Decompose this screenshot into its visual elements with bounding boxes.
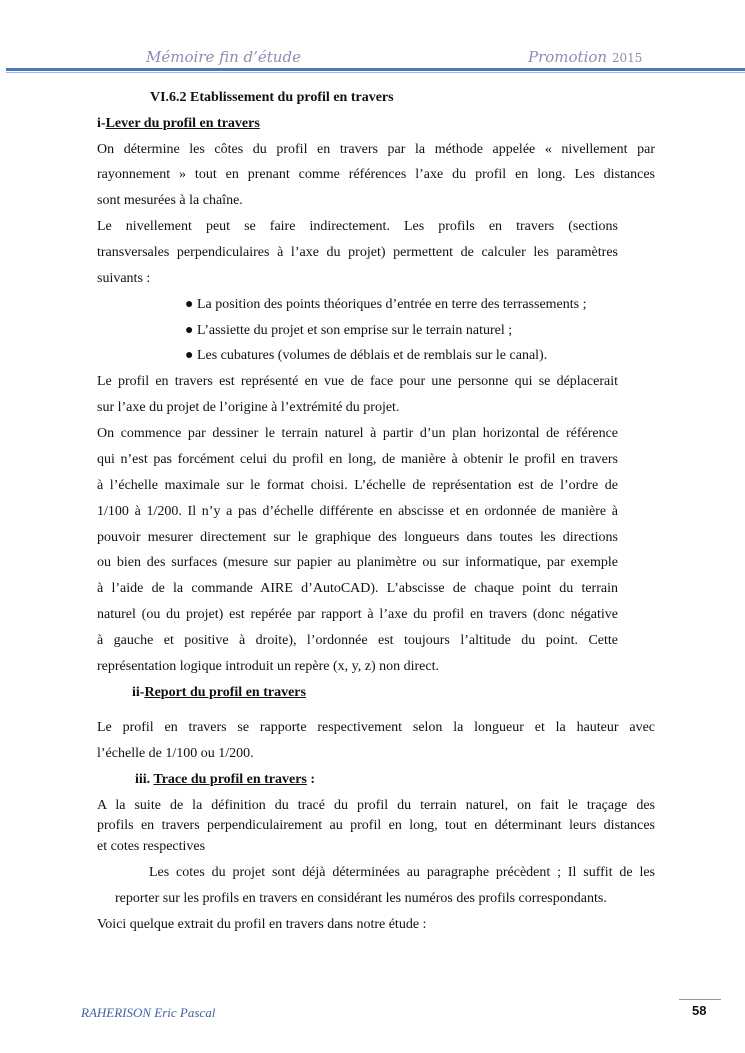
para6-line2: profils en travers perpendiculairement au profil en long, tout en déterminant leurs distances — [97, 818, 655, 833]
para5-line1: Le profil en travers se rapporte respectivement selon la longueur et la hauteur avec — [97, 720, 655, 735]
para5-line2: l’échelle de 1/100 ou 1/200. — [97, 746, 254, 761]
header-year: 2015 — [611, 51, 643, 65]
bullet-item: ● Les cubatures (volumes de déblais et de remblais sur le canal). — [185, 348, 548, 363]
header-left-title: Mémoire fin d’étude — [146, 48, 301, 66]
para6-line3: et cotes respectives — [97, 839, 206, 854]
para3-line2: sur l’axe du projet de l’origine à l’extrémité du projet. — [97, 400, 400, 415]
para2-line3: suivants : — [97, 271, 151, 286]
para7-line1: Les cotes du projet sont déjà déterminées au paragraphe précèdent ; Il suffit de les — [149, 865, 655, 880]
bullet-item: ● L’assiette du projet et son emprise sur le terrain naturel ; — [185, 323, 513, 338]
bullet-item: ● La position des points théoriques d’entrée en terre des terrassements ; — [185, 297, 587, 312]
subsection-iii-title: Trace du profil en travers — [153, 772, 307, 787]
subsection-ii-prefix: ii- — [132, 685, 145, 700]
page-number: 58 — [692, 1003, 707, 1018]
para1-line1: On détermine les côtes du profil en travers par la méthode appelée « nivellement par — [97, 142, 655, 157]
subsection-i-prefix: i- — [97, 116, 106, 131]
para3-line1: Le profil en travers est représenté en vue de face pour une personne qui se déplacerait — [97, 374, 618, 389]
page-number-rule — [679, 999, 721, 1000]
subsection-iii-prefix: iii. — [135, 772, 151, 787]
para4-line6: ou bien des surfaces (mesure sur papier au planimètre ou sur informatique, par exemple — [97, 555, 618, 570]
para4-line10: représentation logique introduit un repère (x, y, z) non direct. — [97, 659, 439, 674]
subsection-ii-heading — [132, 685, 306, 701]
footer-author: RAHERISON Eric Pascal — [81, 1005, 216, 1020]
para4-line9: à gauche et positive à droite), l’ordonnée est toujours l’altitude du point. Cette — [97, 633, 618, 648]
para4-line4: 1/100 à 1/200. Il n’y a pas d’échelle différente en abscisse et en ordonnée de manière à — [97, 504, 618, 519]
para4-line2: qui n’est pas forcément celui du profil en long, de manière à obtenir le profil en travers — [97, 452, 618, 467]
para2-line2: transversales perpendiculaires à l’axe du projet) permettent de calculer les paramètres — [97, 245, 618, 260]
para4-line1: On commence par dessiner le terrain naturel à partir d’un plan horizontal de référence — [97, 426, 618, 441]
section-title: VI.6.2 Etablissement du profil en travers — [150, 90, 394, 105]
para1-line3: sont mesurées à la chaîne. — [97, 193, 243, 208]
subsection-iii-heading — [135, 772, 315, 788]
header-rule — [6, 68, 745, 71]
subsection-i-heading — [97, 116, 260, 132]
header-right — [528, 48, 642, 66]
para1-line2: rayonnement » tout en prenant comme références l’axe du profil en long. Les distances — [97, 167, 655, 182]
para7-line2: reporter sur les profils en travers en considérant les numéros des profils correspondants. — [115, 891, 607, 906]
para2-line1: Le nivellement peut se faire indirectement. Les profils en travers (sections — [97, 219, 618, 234]
subsection-i-title: Lever du profil en travers — [105, 116, 260, 131]
para6-line1: A la suite de la définition du tracé du profil du terrain naturel, on fait le traçage des — [97, 798, 655, 813]
para8: Voici quelque extrait du profil en travers dans notre étude : — [97, 917, 427, 932]
para4-line8: naturel (ou du projet) est repérée par rapport à l’axe du profil en travers (donc négative — [97, 607, 618, 622]
para4-line5: pouvoir mesurer directement sur le graphique des longueurs dans toutes les directions — [97, 530, 618, 545]
para4-line7: à l’aide de la commande AIRE d’AutoCAD). L’abscisse de chaque point du terrain — [97, 581, 618, 596]
header-rule-thin — [6, 72, 745, 73]
subsection-ii-title: Report du profil en travers — [144, 685, 306, 700]
subsection-iii-suffix: : — [306, 772, 316, 787]
header-promotion-label: Promotion — [528, 48, 608, 66]
para4-line3: à l’échelle maximale sur le format choisi. L’échelle de représentation est de l’ordre de — [97, 478, 618, 493]
